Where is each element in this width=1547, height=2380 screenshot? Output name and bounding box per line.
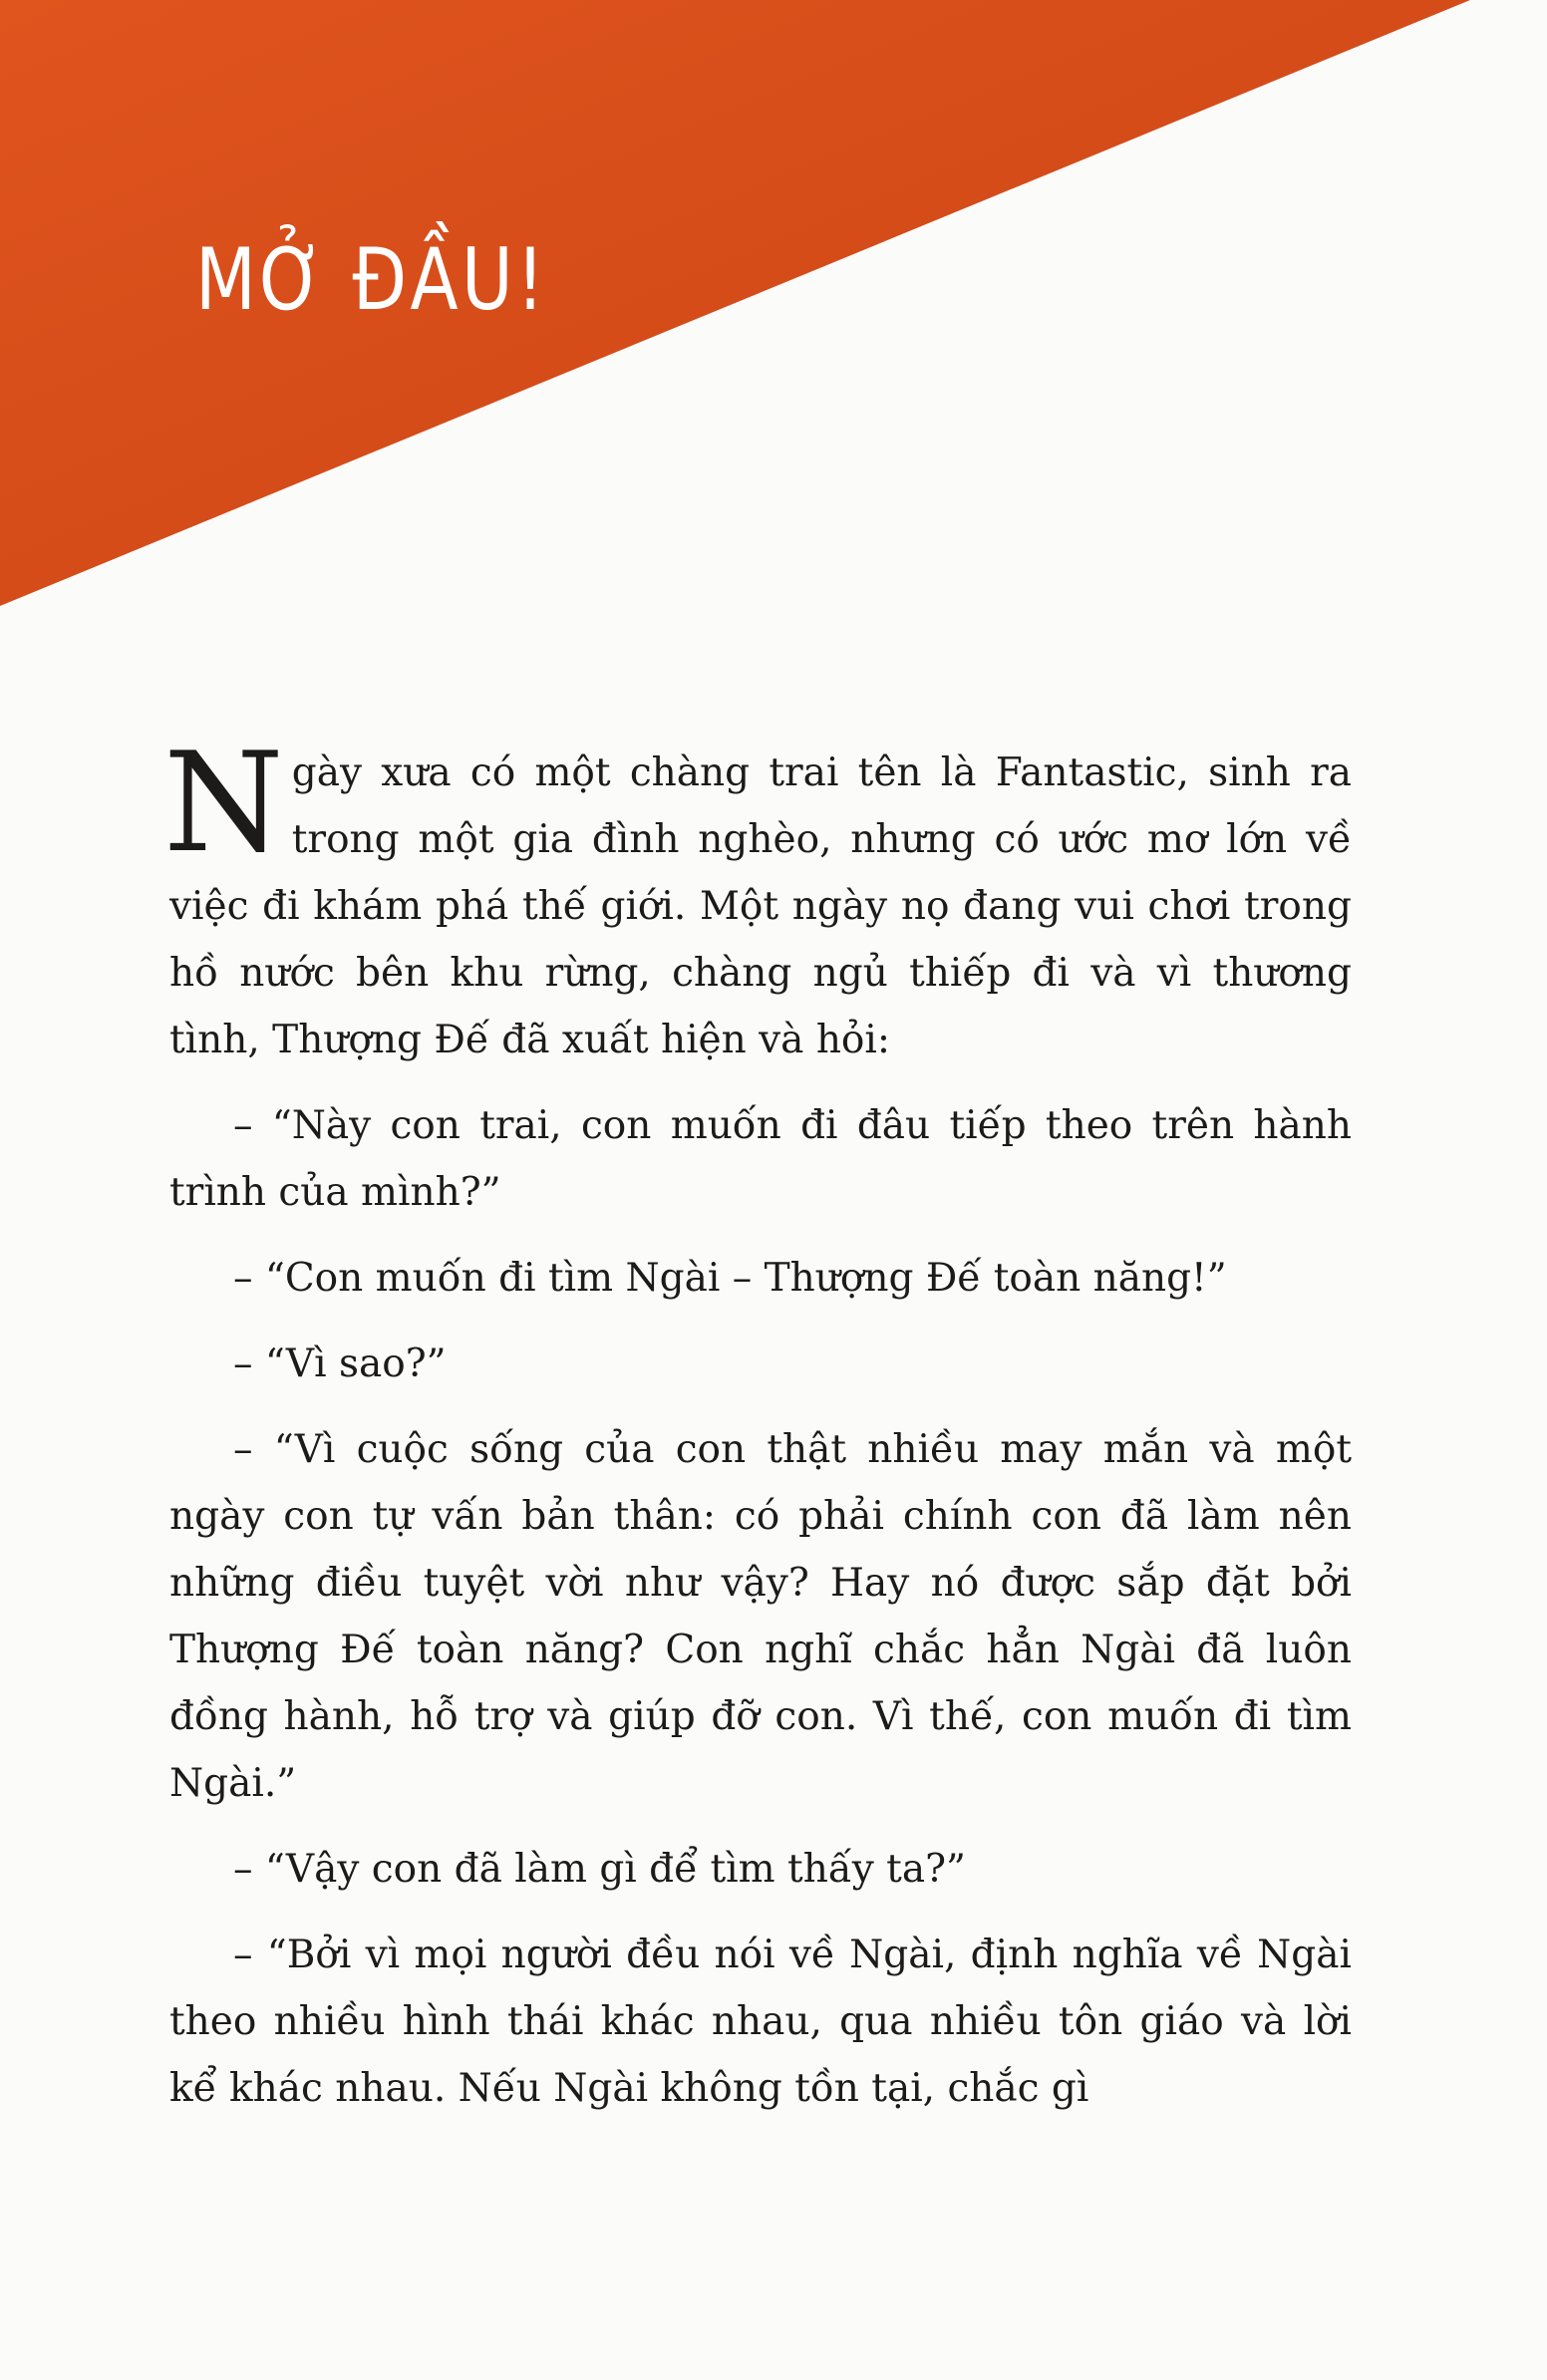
dialogue-line: – “Này con trai, con muốn đi đâu tiếp theo trên hành trình của mình?”	[169, 1103, 1352, 1215]
opening-paragraph	[163, 723, 1352, 1073]
dialogue-line: – “Bởi vì mọi người đều nói về Ngài, định nghĩa về Ngài theo nhiều hình thái khác nhau, qua nhiều tôn giáo và lời kể khác nhau. Nếu Ngài không tồn tại, chắc gì	[169, 1933, 1352, 2111]
drop-cap: N	[163, 723, 284, 883]
dialogue-line: – “Vì cuộc sống của con thật nhiều may mắn và một ngày con tự vấn bản thân: có phải chính con đã làm nên những điều tuyệt vời như vậy? Hay nó được sắp đặt bởi Thượng Đế toàn năng? Con nghĩ chắc hẳn Ngài đã luôn đồng hành, hỗ trợ và giúp đỡ con. Vì thế, con muốn đi tìm Ngài.”	[169, 1427, 1352, 1806]
dialogue-line: – “Vậy con đã làm gì để tìm thấy ta?”	[233, 1847, 966, 1892]
dialogue-line: – “Con muốn đi tìm Ngài – Thượng Đế toàn năng!”	[233, 1256, 1227, 1301]
dialogue-line: – “Vì sao?”	[233, 1341, 447, 1386]
chapter-title: MỞ ĐẦU!	[195, 230, 548, 330]
opening-paragraph-text: gày xưa có một chàng trai tên là Fantastic, sinh ra trong một gia đình nghèo, nhưng có ước mơ lớn về việc đi khám phá thế giới. Một ngày nọ đang vui chơi trong hồ nước bên khu rừng, chàng ngủ thiếp đi và vì thương tình, Thượng Đế đã xuất hiện và hỏi:	[169, 750, 1352, 1062]
body-text	[163, 723, 1352, 2122]
